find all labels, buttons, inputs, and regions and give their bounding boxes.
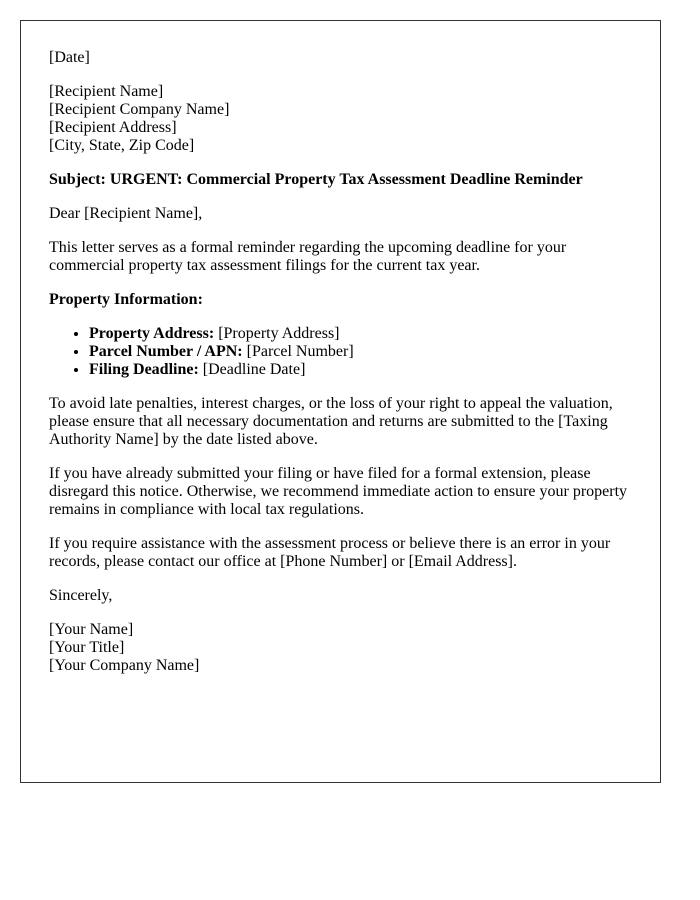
salutation: Dear [Recipient Name], (49, 205, 203, 222)
recipient-name: [Recipient Name] (49, 83, 164, 100)
list-item: • Parcel Number / APN: [Parcel Number] (89, 343, 632, 361)
body-paragraph: If you require assistance with the assessment process or believe there is an error in your records, please contact our office at [Phone Number] or [Email Address]. (49, 535, 611, 570)
subject-line (49, 171, 632, 189)
signature-block (49, 621, 632, 675)
subject-text: URGENT: Commercial Property Tax Assessment Deadline Reminder (109, 171, 583, 188)
recipient-block (49, 83, 632, 155)
date: [Date] (49, 49, 90, 66)
property-list (49, 325, 632, 379)
signature-title: [Your Title] (49, 639, 125, 656)
body-paragraph: To avoid late penalties, interest charges, or the loss of your right to appeal the valuation, please ensure that all necessary documentation and returns are submitted to the [Taxing Authority Name] by the date listed above. (49, 395, 613, 448)
list-item: • Property Address: [Property Address] (89, 325, 632, 343)
intro-paragraph: This letter serves as a formal reminder regarding the upcoming deadline for your commercial property tax assessment filings for the current tax year. (49, 239, 567, 274)
body-paragraph: If you have already submitted your filing or have filed for a formal extension, please disregard this notice. Otherwise, we recommend immediate action to ensure your property remains in compliance with local tax regulations. (49, 465, 628, 518)
recipient-company: [Recipient Company Name] (49, 101, 230, 118)
signature-company: [Your Company Name] (49, 657, 200, 674)
closing: Sincerely, (49, 587, 113, 604)
signature-name: [Your Name] (49, 621, 134, 638)
recipient-address: [Recipient Address] (49, 119, 177, 136)
subject-label: Subject: (49, 171, 106, 188)
letter-page (20, 20, 661, 783)
property-heading: Property Information: (49, 291, 203, 308)
recipient-city: [City, State, Zip Code] (49, 137, 195, 154)
list-item: • Filing Deadline: [Deadline Date] (89, 361, 632, 379)
